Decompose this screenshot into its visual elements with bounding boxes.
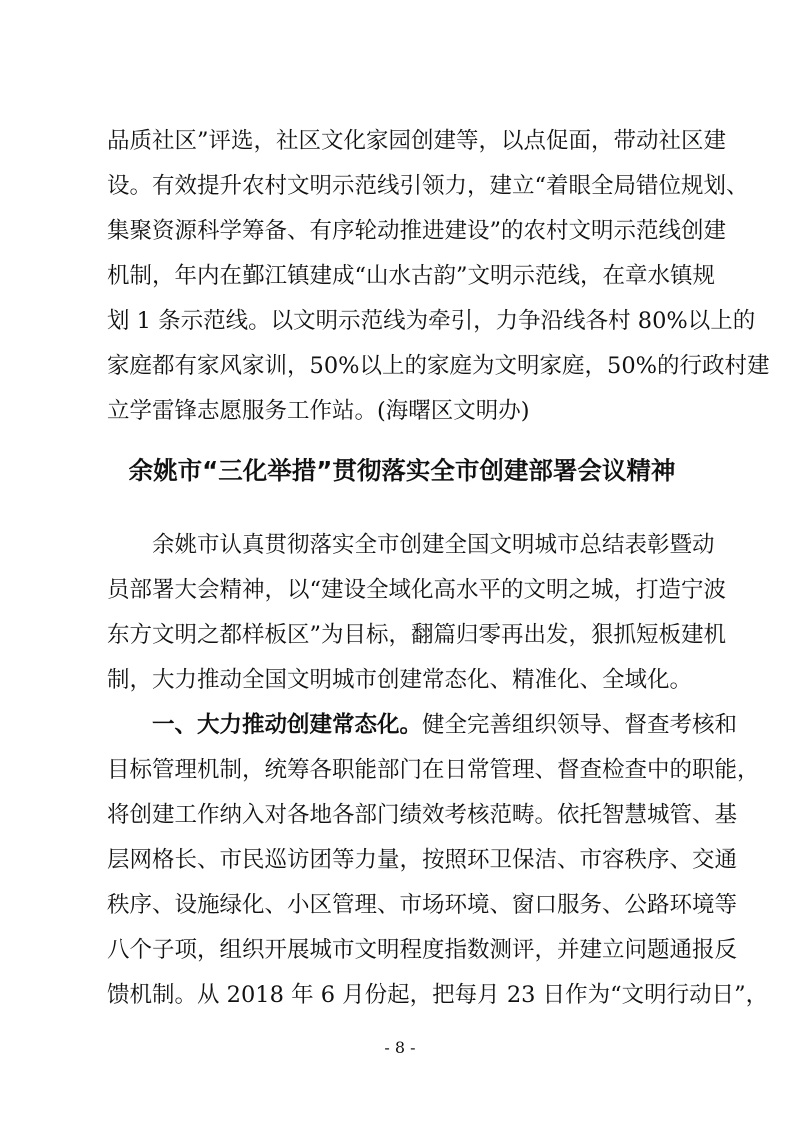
body-text-line: 机制，年内在鄞江镇建成“山水古韵”文明示范线，在章水镇规 <box>107 263 716 289</box>
body-text-line: 品质社区”评选，社区文化家园创建等，以点促面，带动社区建 <box>107 128 727 154</box>
paragraph-text-line: 员部署大会精神，以“建设全域化高水平的文明之城，打造宁波 <box>107 577 727 603</box>
body-text-line: 家庭都有家风家训，50%以上的家庭为文明家庭，50%的行政村建 <box>107 353 770 379</box>
body-text-line: 设。有效提升农村文明示范线引领力，建立“着眼全局错位规划、 <box>107 173 749 199</box>
paragraph-text-line: 余姚市认真贯彻落实全市创建全国文明城市总结表彰暨动 <box>152 532 715 558</box>
paragraph-text-line: 层网格长、市民巡访团等力量，按照环卫保洁、市容秩序、交通 <box>107 847 738 873</box>
page-number: - 8 - <box>384 1038 416 1057</box>
body-text-line: 集聚资源科学筹备、有序轮动推进建设”的农村文明示范线创建 <box>107 218 727 244</box>
point-one-text: 健全完善组织领导、督查考核和 <box>422 712 738 738</box>
paragraph-text-line: 将创建工作纳入对各地各部门绩效考核范畴。依托智慧城管、基 <box>107 802 738 828</box>
body-text-line: 划 1 条示范线。以文明示范线为牵引，力争沿线各村 80%以上的 <box>107 308 756 334</box>
point-one-heading: 一、大力推动创建常态化。 <box>152 712 423 738</box>
paragraph-text-line: 东方文明之都样板区”为目标，翻篇归零再出发，狠抓短板建机 <box>107 622 727 648</box>
article-title: 余姚市“三化举措”贯彻落实全市创建部署会议精神 <box>128 456 676 485</box>
paragraph-text-line: 目标管理机制，统筹各职能部门在日常管理、督查检查中的职能， <box>107 757 760 783</box>
paragraph-text-line: 八个子项，组织开展城市文明程度指数测评，并建立问题通报反 <box>107 937 738 963</box>
paragraph-text-line: 馈机制。从 2018 年 6 月份起，把每月 23 日作为“文明行动日”， <box>107 982 769 1008</box>
point-one-first-line <box>152 705 738 745</box>
body-text-line: 立学雷锋志愿服务工作站。(海曙区文明办) <box>107 398 530 424</box>
paragraph-text-line: 制，大力推动全国文明城市创建常态化、精准化、全域化。 <box>107 667 693 693</box>
paragraph-text-line: 秩序、设施绿化、小区管理、市场环境、窗口服务、公路环境等 <box>107 892 738 918</box>
